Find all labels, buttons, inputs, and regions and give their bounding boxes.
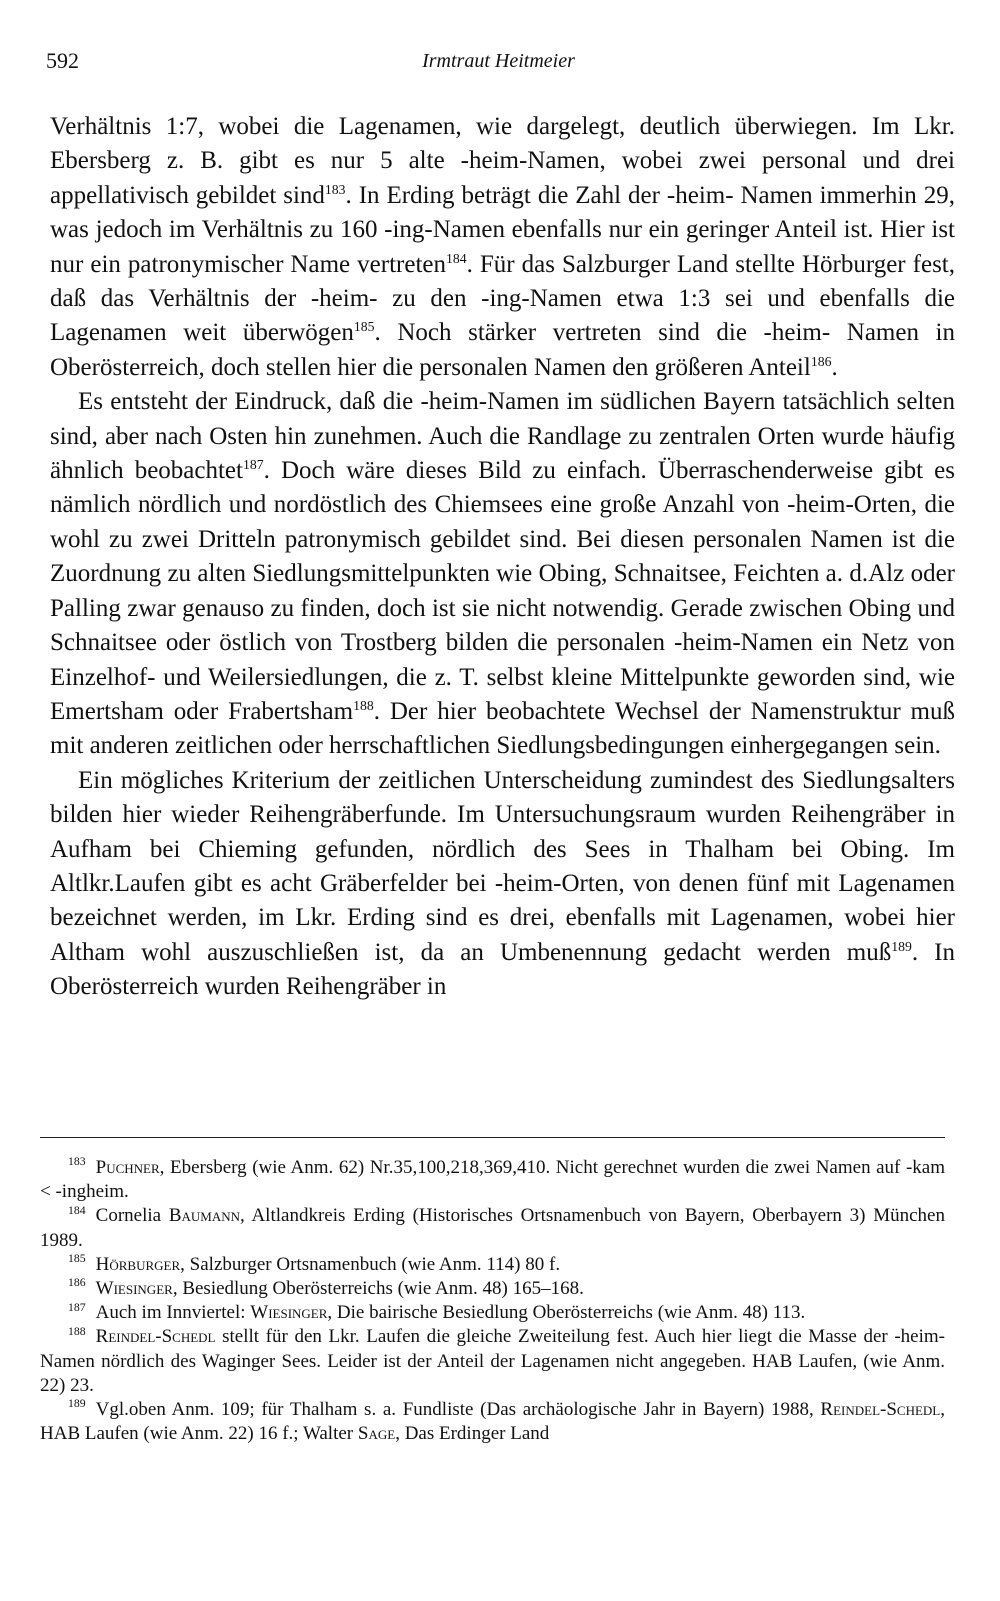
footnote-number: 189: [68, 1397, 86, 1411]
text-run: . Doch wäre dieses Bild zu einfach. Überraschenderweise gibt es nämlich nördlich und nordöstlich des Chiemsees eine große Anzahl von -heim-Orten, die wohl zu zwei Dritteln patronymisch gebildet sind. Bei diesen personalen Namen ist die Zuordnung zu alten Siedlungsmittelpunkten wie Obing, Schnaitsee, Feichten a. d.Alz oder Palling zwar genauso zu finden, doch ist sie nicht notwendig. Gerade zwischen Obing und Schnaitsee oder östlich von Trostberg bilden die personalen -heim-Namen ein Netz von Einzelhof- und Weilersiedlungen, die z. T. selbst kleine Mittelpunkte geworden sind, wie Emertsham oder Frabertsham: [50, 457, 955, 725]
footnote-186: [40, 1277, 945, 1301]
footnote-ref-185: 185: [353, 319, 375, 335]
footnote-189: [40, 1398, 945, 1446]
text-run: .: [831, 353, 838, 381]
footnote-number: 187: [68, 1300, 86, 1314]
footnote-ref-184: 184: [445, 250, 467, 266]
text-run: Ein mögliches Kriterium der zeitlichen Unterscheidung zumindest des Siedlungsalters bilden hier wieder Reihengräberfunde. Im Untersuchungsraum wurden Reihengräber in Aufham bei Chieming gefunden, nördlich des Sees in Thalham bei Obing. Im Altlkr.Laufen gibt es acht Gräberfelder bei -heim-Orten, von denen fünf mit Lagenamen bezeichnet werden, im Lkr. Erding sind es drei, ebenfalls mit Lagenamen, wobei hier Altham wohl auszuschließen ist, da an Umbenennung gedacht werden muß: [50, 766, 955, 966]
footnote-text: Auch im Innviertel:: [95, 1302, 251, 1324]
footnote-separator: [40, 1137, 945, 1138]
running-head: Irmtraut Heitmeier: [422, 50, 575, 72]
footnote-ref-183: 183: [324, 181, 346, 197]
footnote-author: Baumann: [168, 1205, 241, 1227]
footnote-184: [40, 1204, 945, 1252]
footnote-author: Hörburger: [95, 1253, 181, 1275]
text-run: . Noch stärker vertreten sind die -heim- Namen in Oberösterreich, doch stellen hier die personalen Namen den größeren Anteil: [50, 319, 955, 381]
footnote-text: , Besiedlung Oberösterreichs (wie Anm. 48) 165–168.: [172, 1278, 584, 1300]
footnote-187: [40, 1301, 945, 1325]
footnote-text: stellt für den Lkr. Laufen die gleiche Zweiteilung fest. Auch hier liegt die Masse der -heim-Namen nördlich des Waginger Sees. Leider ist der Anteil der Lagenamen nicht angegeben. HAB Laufen, (wie Anm. 22) 23.: [40, 1326, 945, 1396]
footnote-text: , HAB Laufen (wie Anm. 22) 16 f.; Walter: [40, 1399, 945, 1445]
text-run: Verhältnis 1:7, wobei die Lagenamen, wie dargelegt, deutlich überwiegen. Im Lkr. Ebersberg z. B. gibt es nur 5 alte -heim-Namen, wobei zwei personal und drei appellativisch gebildet sind: [50, 113, 955, 209]
paragraph-3: [50, 764, 955, 1005]
footnote-text: , Das Erdinger Land: [395, 1423, 550, 1445]
footnote-183: [40, 1156, 945, 1204]
text-run: . Für das Salzburger Land stellte Hörburger fest, daß das Verhältnis der -heim- zu den -ing-Namen etwa 1:3 sei und ebenfalls die Lagenamen weit überwögen: [50, 250, 955, 347]
footnote-ref-187: 187: [242, 457, 264, 473]
footnote-number: 188: [68, 1324, 86, 1338]
text-run: Es entsteht der Eindruck, daß die -heim-Namen im südlichen Bayern tatsächlich selten sind, aber nach Osten hin zunehmen. Auch die Randlage zu zentralen Orten wurde häufig ähnlich beobachtet: [50, 388, 955, 485]
footnote-188: [40, 1325, 945, 1398]
footnote-number: 184: [68, 1203, 86, 1217]
footnote-author: Sage: [357, 1423, 396, 1445]
footnote-text: , Ebersberg (wie Anm. 62) Nr.35,100,218,369,410. Nicht gerechnet wurden die zwei Namen auf -kam < -ingheim.: [40, 1157, 945, 1203]
page-number: 592: [46, 48, 79, 73]
text-run: . Der hier beobachtete Wechsel der Namenstruktur muß mit anderen zeitlichen oder herrschaftlichen Siedlungsbedingungen einhergegangen sein.: [50, 697, 955, 760]
footnotes: [40, 1156, 945, 1446]
footnote-author: Puchner: [95, 1157, 160, 1178]
footnote-number: 185: [68, 1252, 86, 1266]
footnote-author: Wiesinger: [95, 1278, 173, 1300]
text-run: . In Oberösterreich wurden Reihengräber in: [50, 938, 956, 1001]
text-run: . In Erding beträgt die Zahl der -heim- Namen immerhin 29, was jedoch im Verhältnis zu 160 -ing-Namen ebenfalls nur ein geringer Anteil ist. Hier ist nur ein patronymischer Name vertreten: [50, 181, 955, 278]
footnote-ref-188: 188: [353, 697, 374, 713]
footnote-author: Wiesinger: [250, 1302, 328, 1324]
footnote-185: [40, 1253, 945, 1277]
footnote-text: , Altlandkreis Erding (Historisches Ortsnamenbuch von Bayern, Oberbayern 3) München 1989.: [40, 1205, 945, 1251]
main-text: [50, 110, 955, 1005]
footnote-text: Cornelia: [95, 1205, 169, 1227]
footnote-author: Reindel-Schedl: [95, 1326, 216, 1348]
footnote-ref-189: 189: [891, 938, 912, 954]
page-header: [46, 48, 951, 84]
paragraph-1: [50, 110, 955, 385]
footnote-ref-186: 186: [810, 353, 832, 369]
paragraph-2: [50, 385, 955, 763]
footnote-number: 186: [68, 1276, 86, 1290]
footnote-number: 183: [68, 1155, 86, 1169]
footnote-text: , Die bairische Besiedlung Oberösterreichs (wie Anm. 48) 113.: [327, 1302, 806, 1324]
footnote-text: , Salzburger Ortsnamenbuch (wie Anm. 114) 80 f.: [180, 1253, 561, 1275]
footnote-text: Vgl.oben Anm. 109; für Thalham s. a. Fundliste (Das archäologische Jahr in Bayern) 1988,: [95, 1399, 821, 1421]
footnote-author: Reindel-Schedl: [820, 1399, 941, 1421]
